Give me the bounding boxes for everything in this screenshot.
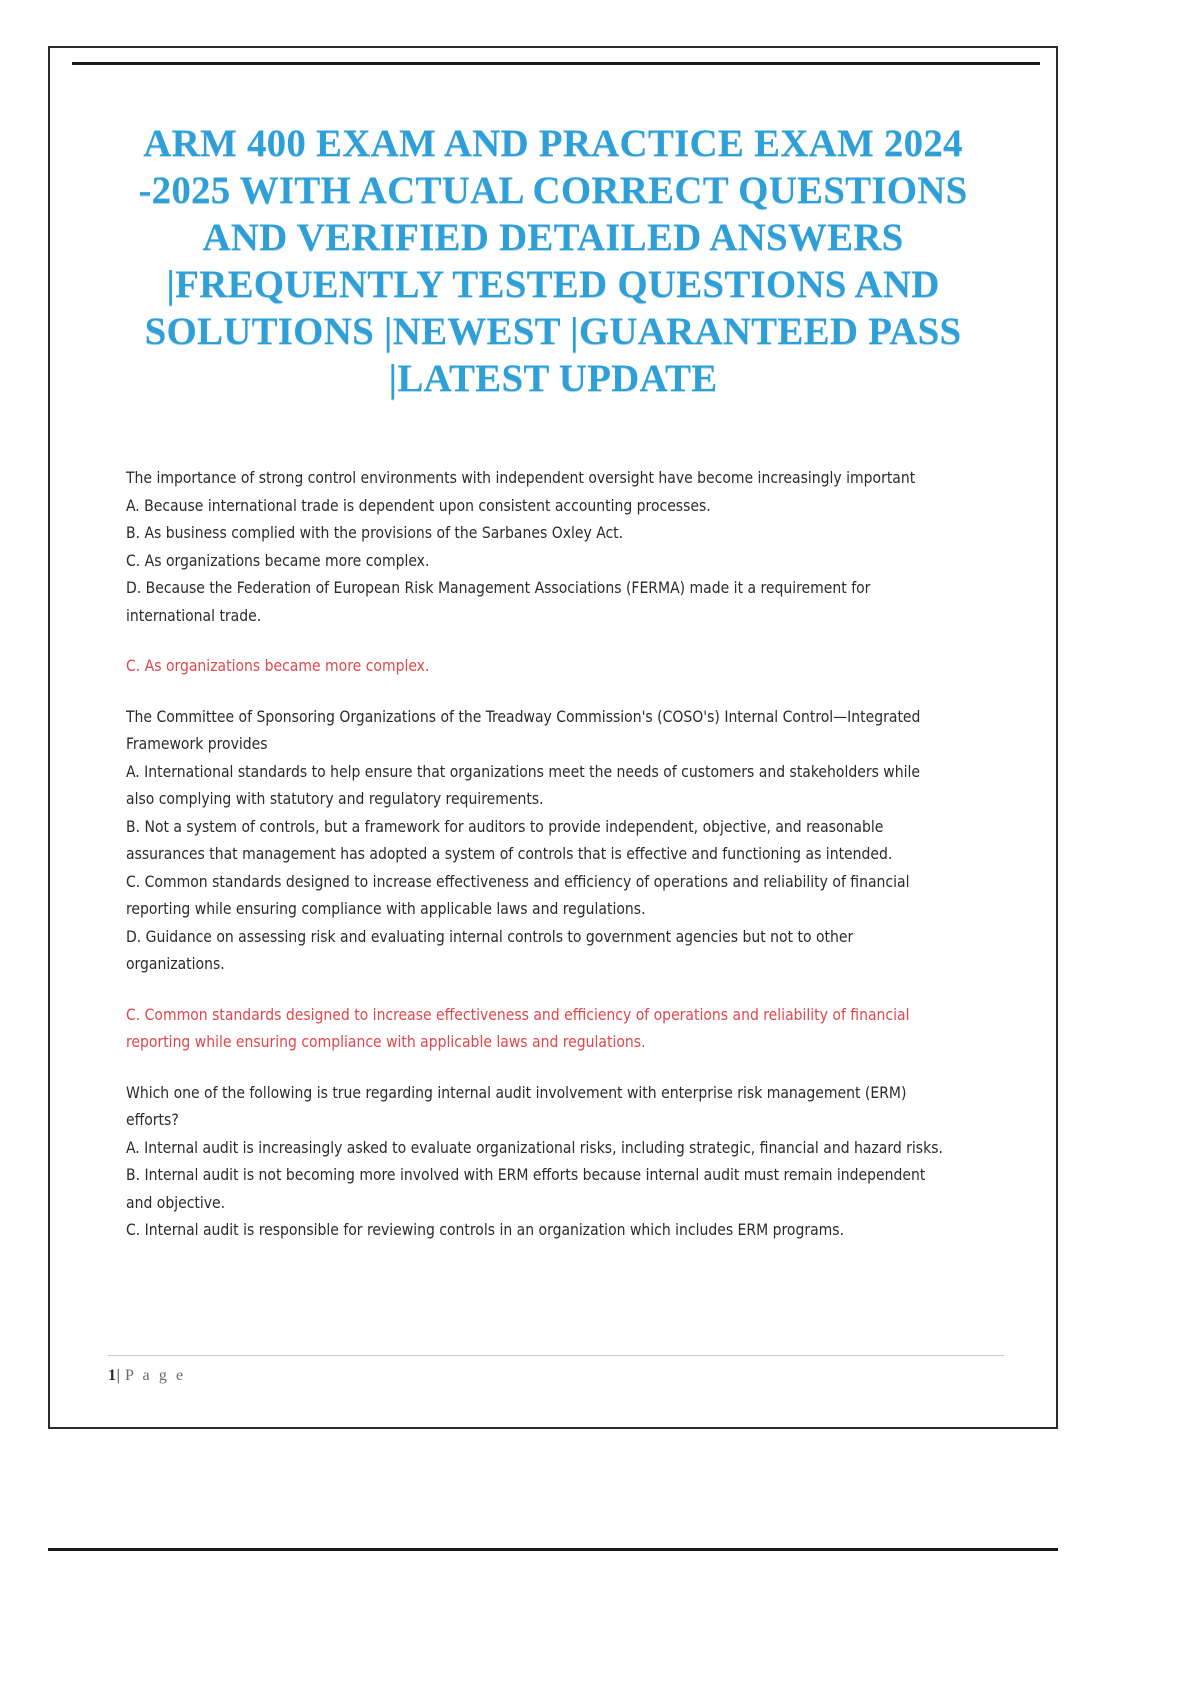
question-stem: The Committee of Sponsoring Organizations of the Treadway Commission's (COSO's) Internal Control—Integrated Framework provides [126,706,921,753]
question-option: C. Internal audit is responsible for reviewing controls in an organization which includes ERM programs. [126,1220,845,1239]
question-option: A. International standards to help ensure that organizations meet the needs of customers and stakeholders while also complying with statutory and regulatory requirements. [126,761,921,808]
footer-separator: | [116,1367,121,1384]
question-block [126,703,984,978]
question-option: B. As business complied with the provisions of the Sarbanes Oxley Act. [126,523,624,542]
answer-text: C. Common standards designed to increase effectiveness and efficiency of operations and reliability of financial reporting while ensuring compliance with applicable laws and regulations. [126,1004,910,1051]
question-option: B. Internal audit is not becoming more involved with ERM efforts because internal audit must remain independent and objective. [126,1165,926,1212]
footer-rule [108,1355,1004,1356]
page-inner [50,48,1056,1427]
question-block [126,464,984,629]
footer-page-label [108,1367,1004,1385]
question-option: D. Guidance on assessing risk and evaluating internal controls to government agencies but not to other organizations. [126,926,854,973]
question-stem: The importance of strong control environments with independent oversight have become increasingly important [126,468,916,487]
question-block [126,1079,984,1244]
question-option: C. As organizations became more complex. [126,550,430,570]
question-option: B. Not a system of controls, but a framework for auditors to provide independent, objective, and reasonable assurances that management has adopted a system of controls that is effective and functioning as intended. [126,816,893,863]
page-footer [108,1355,1004,1385]
question-stem: Which one of the following is true regarding internal audit involvement with enterprise risk management (ERM) efforts? [126,1082,907,1129]
question-option: D. Because the Federation of European Risk Management Associations (FERMA) made it a requirement for international trade. [126,578,871,625]
next-page-top-edge [48,1548,1058,1551]
answer-text: C. As organizations became more complex. [126,656,430,675]
footer-page-number: 1 [108,1367,117,1384]
footer-page-word: P a g e [125,1367,186,1384]
question-option: A. Internal audit is increasingly asked to evaluate organizational risks, including strategic, financial and hazard risks. [126,1137,943,1157]
page-title: ARM 400 EXAM AND PRACTICE EXAM 2024 -2025 WITH ACTUAL CORRECT QUESTIONS AND VERIFIED DETAILED ANSWERS |FREQUENTLY TESTED QUESTIONS AND SOLUTIONS |NEWEST |GUARANTEED PASS |LATEST UPDATE [138,122,968,400]
document-body [86,464,1020,1244]
document-page [48,46,1058,1429]
question-option: A. Because international trade is dependent upon consistent accounting processes. [126,495,711,515]
question-option: C. Common standards designed to increase effectiveness and efficiency of operations and reliability of financial reporting while ensuring compliance with applicable laws and regulations. [126,871,910,918]
answer-block [126,1001,984,1056]
answer-block [126,652,984,680]
